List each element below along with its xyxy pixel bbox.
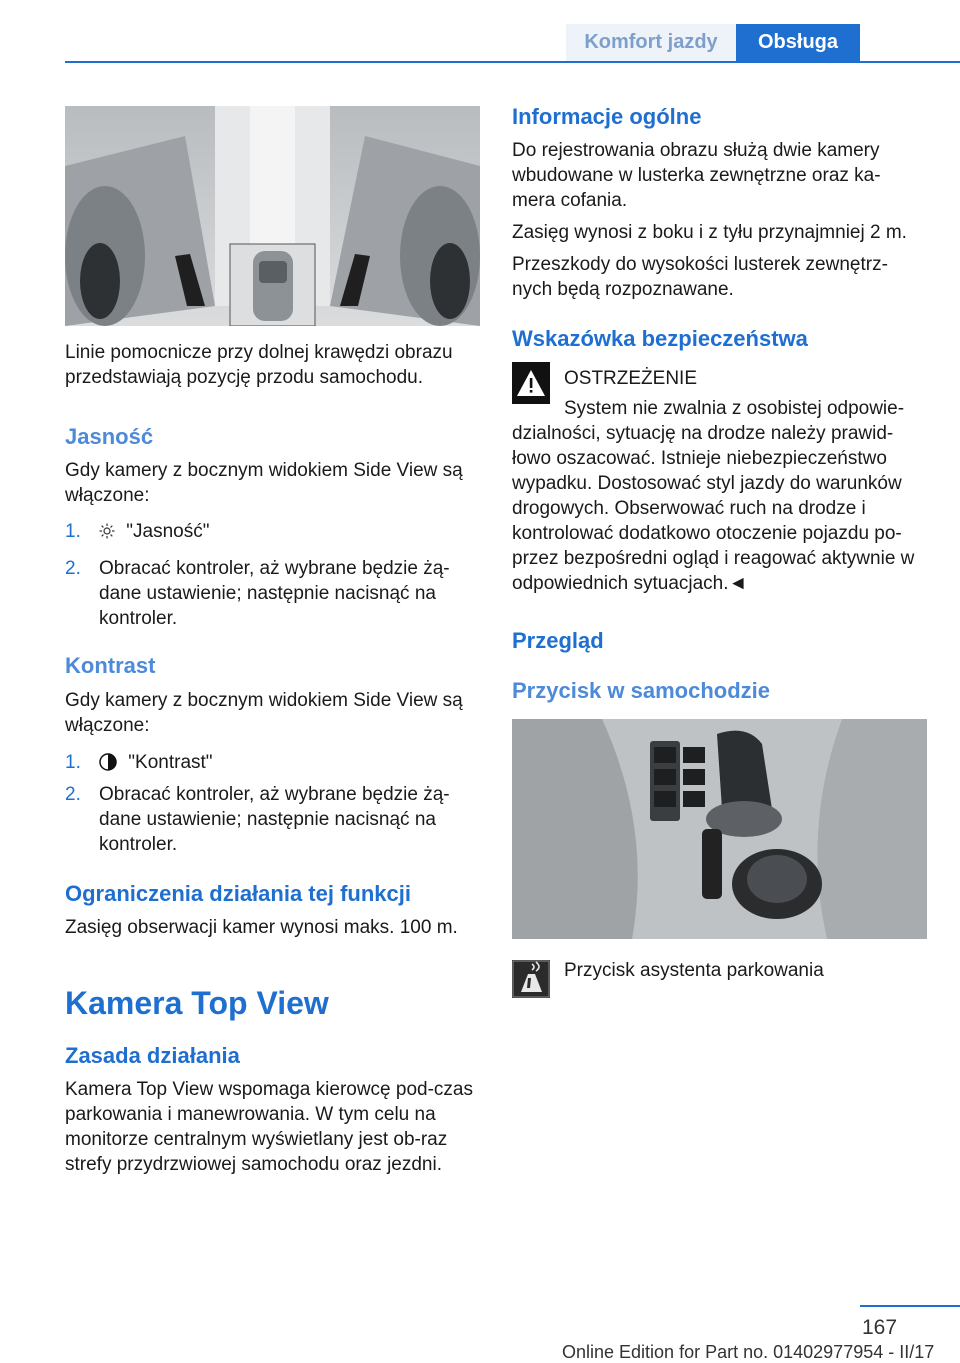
list-text: Obracać kontroler, aż wybrane będzie żą-dane ustawienie; następnie nacisnąć na kontroler. [99, 558, 450, 629]
heading-top-view: Kamera Top View [65, 985, 329, 1021]
warning-text: dzialności, sytuację na drodze należy prawid-łowo oszacować. Istnieje niebezpieczeństwo wypadku. Dostosować styl jazdy do warunków drogowych. Obserwować ruch na drodze i kontrolować dodatkowo otoczenie pojazdu po-przez bezpośredni ogląd i reagować aktywnie w odpowiednich sytuacjach.◄ [512, 423, 915, 594]
list-text: "Jasność" [126, 521, 210, 542]
contrast-intro: Gdy kamery z bocznym widokiem Side View są włączone: [65, 690, 463, 736]
tab-obsluga[interactable]: Obsługa [736, 24, 860, 61]
warning-first-line: System nie zwalnia z osobistej odpowie- [564, 398, 905, 419]
brightness-intro: Gdy kamery z bocznym widokiem Side View są włączone: [65, 460, 463, 506]
list-number: 2. [65, 558, 81, 579]
list-item [65, 519, 480, 544]
heading-limits: Ograniczenia działania tej funkcji [65, 881, 411, 906]
list-number: 1. [65, 521, 81, 542]
general-p3: Przeszkody do wysokości lusterek zewnętrz-nych będą rozpoznawane. [512, 254, 888, 300]
park-assist-caption: Przycisk asystenta parkowania [564, 960, 824, 981]
warning-icon [512, 362, 550, 404]
warning-title: OSTRZEŻENIE [564, 368, 698, 389]
list-text: Obracać kontroler, aż wybrane będzie żą-dane ustawienie; następnie nacisnąć na kontroler. [99, 784, 450, 855]
list-number: 1. [65, 752, 81, 773]
heading-principle: Zasada działania [65, 1043, 240, 1068]
heading-safety: Wskazówka bezpieczeństwa [512, 326, 808, 351]
principle-text: Kamera Top View wspomaga kierowcę pod-czas parkowania i manewrowania. W tym celu na monitorze centralnym wyświetlany jest ob-raz strefy przydrzwiowej samochodu oraz jezdni. [65, 1079, 473, 1175]
heading-contrast: Kontrast [65, 653, 156, 678]
heading-general: Informacje ogólne [512, 104, 702, 129]
general-p1: Do rejestrowania obrazu służą dwie kamery wbudowane w lusterka zewnętrzne oraz ka-mera cofania. [512, 140, 881, 211]
list-text: "Kontrast" [128, 752, 213, 773]
center-console-photo [512, 719, 927, 939]
park-assist-icon [512, 960, 550, 998]
list-number: 2. [65, 784, 81, 805]
list-item [65, 782, 480, 857]
camera-view-illustration [65, 106, 480, 326]
brightness-icon [99, 521, 117, 546]
image-caption: Linie pomocnicze przy dolnej krawędzi obrazu przedstawiają pozycję przodu samochodu. [65, 342, 453, 388]
list-item [65, 556, 480, 631]
heading-button-in-car: Przycisk w samochodzie [512, 678, 770, 703]
footer-rule [860, 1305, 960, 1307]
list-item [65, 750, 480, 775]
tab-komfort-jazdy[interactable]: Komfort jazdy [566, 24, 736, 61]
contrast-icon [99, 753, 119, 778]
heading-overview: Przegląd [512, 628, 604, 653]
heading-brightness: Jasność [65, 424, 154, 449]
edition-note: Online Edition for Part no. 01402977954 - II/17 [562, 1342, 935, 1362]
general-p2: Zasięg wynosi z boku i z tyłu przynajmniej 2 m. [512, 222, 907, 243]
limits-text: Zasięg obserwacji kamer wynosi maks. 100 m. [65, 917, 458, 938]
header-rule [65, 61, 960, 63]
page-number: 167 [862, 1316, 898, 1339]
